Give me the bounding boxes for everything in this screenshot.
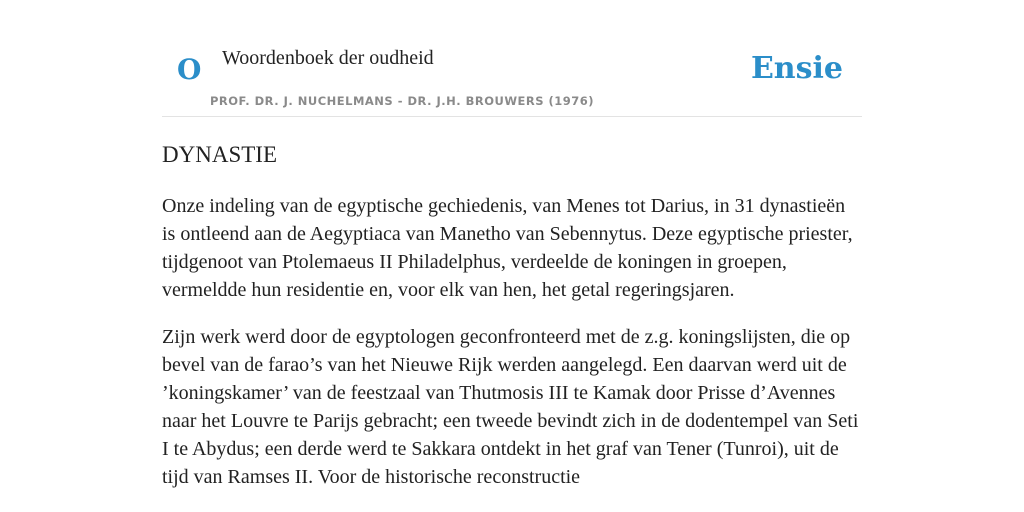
book-title-link[interactable]: Woordenboek der oudheid — [222, 47, 434, 69]
article-paragraph-1: Onze indeling van de egyptische gechiedenis, van Menes tot Darius, in 31 dynastieën is ontleend aan de Aegyptiaca van Manetho van Sebennytus. Deze egyptische priester, tijdgenoot van Ptolemaeus II Philadelphus, verdeelde de koningen in groepen, vermeldde hun residentie en, voor elk van hen, het getal regeringsjaren. — [162, 195, 853, 301]
book-header — [162, 0, 862, 117]
article — [162, 140, 862, 491]
article-paragraph-2: Zijn werk werd door de egyptologen geconfronteerd met de z.g. koningslijsten, die op bevel van de farao’s van het Nieuwe Rijk werden aangelegd. Een daarvan werd uit de ’koningskamer’ van de feestzaal van Thutmosis III te Kamak door Prisse d’Avennes naar het Louvre te Parijs gebracht; een tweede bevindt zich in de dodentempel van Seti I te Abydus; een derde werd te Sakkara ontdekt in het graf van Tener (Tunroi), uit de tijd van Ramses II. Voor de historische reconstructie — [162, 326, 859, 488]
ensie-logo-link[interactable]: Ensie — [750, 51, 843, 86]
entry-title: DYNASTIE — [162, 142, 277, 167]
book-letter-link[interactable]: O — [177, 53, 202, 86]
book-authors: PROF. DR. J. NUCHELMANS - DR. J.H. BROUWERS (1976) — [210, 94, 595, 108]
